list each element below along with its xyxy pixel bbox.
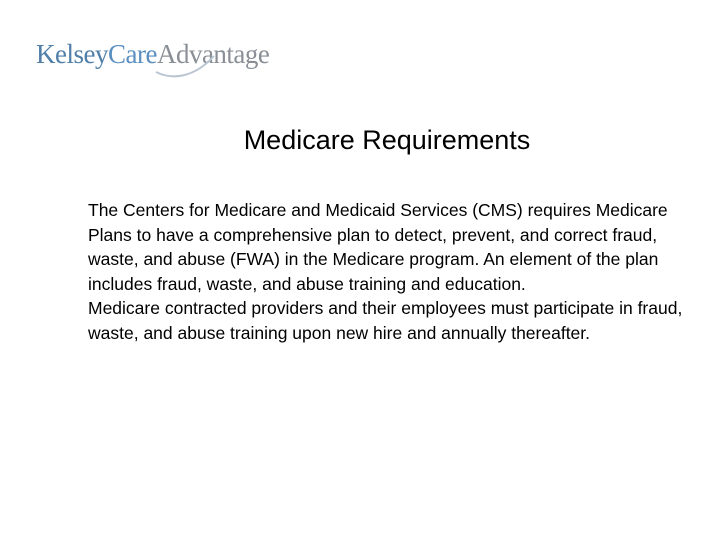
body-paragraph-cms-requirement: The Centers for Medicare and Medicaid Services (CMS) requires Medicare Plans to have a comprehensive plan to detect, prevent, and correct fraud, waste, and abuse (FWA) in the Medicare program. An element of the plan includes fraud, waste, and abuse training and education. bbox=[88, 200, 668, 294]
kelseycare-advantage-logo bbox=[36, 34, 269, 74]
slide-body bbox=[88, 198, 700, 345]
logo-word-care: Care bbox=[107, 39, 157, 69]
logo-swoosh-icon bbox=[154, 50, 216, 80]
logo-word-kelsey: Kelsey bbox=[36, 39, 108, 69]
logo-word-advantage: Advantage bbox=[156, 39, 270, 69]
body-paragraph-provider-training: Medicare contracted providers and their employees must participate in fraud, waste, and abuse training upon new hire and annually thereafter. bbox=[88, 298, 683, 343]
slide-title: Medicare Requirements bbox=[243, 125, 531, 155]
